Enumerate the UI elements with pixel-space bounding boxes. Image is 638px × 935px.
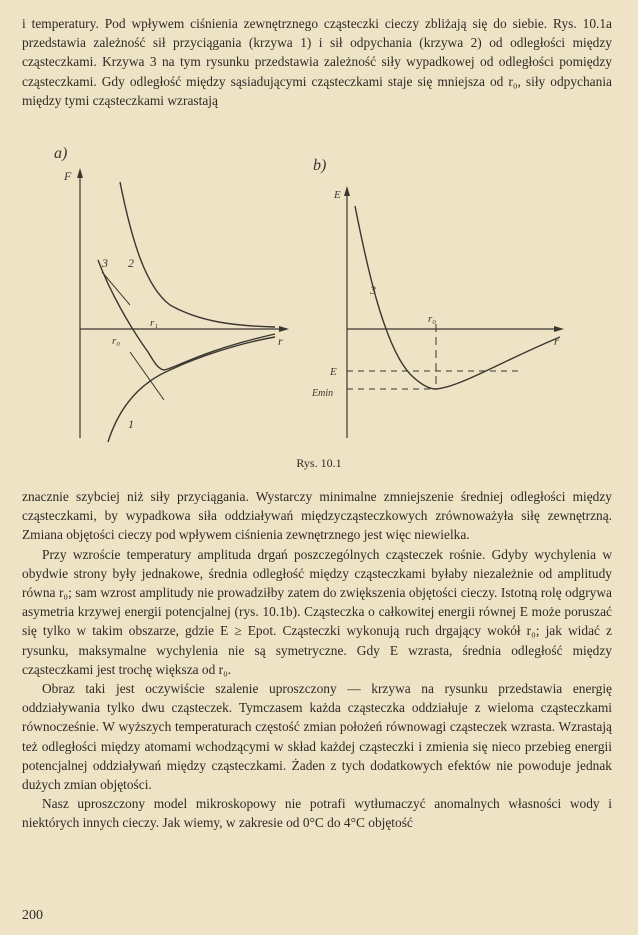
panel-b-label: b) bbox=[313, 157, 327, 174]
panel-a-curve-2 bbox=[120, 182, 275, 327]
paragraph-3: Obraz taki jest oczywiście szalenie uproszczony — krzywa na rysunku przedstawia energię oddziaływania tylko dwu cząsteczek. Tymczasem każda cząsteczka oddziałuje z wieloma cząsteczkami równocześnie. W wyższych temperaturach częstość zmian położeń równowagi cząsteczek wzrasta. Wzrastają też odległości między atomami wchodzącymi w skład każdej cząsteczki i zmienia się nieco przebieg energii potencjalnej oddziaływań między cząsteczkami. Żaden z tych dodatkowych efektów nie powoduje jednak dużych zmian objętości. bbox=[22, 681, 612, 793]
panel-b-x-arrow bbox=[554, 326, 564, 332]
panel-a-curve-2-label: 2 bbox=[128, 256, 134, 270]
panel-a-x-arrow bbox=[279, 326, 289, 332]
panel-b-e-label: E bbox=[330, 366, 337, 378]
panel-a-y-label: F bbox=[64, 169, 72, 183]
panel-a-curve-3-label: 3 bbox=[102, 256, 108, 270]
paragraph-1: znacznie szybciej niż siły przyciągania. Wystarczy minimalne zmniejszenie średniej odległości między cząsteczkami, by wypadkowa siła oddziaływań międzycząsteczkowych zrównoważyła siłę zewnętrzną. Zmiana objętości cieczy pod wpływem ciśnienia zewnętrznego jest więc niewielka. bbox=[22, 489, 612, 543]
panel-a-curve-1-label: 1 bbox=[128, 417, 134, 431]
panel-b-r0-label: r₀ bbox=[428, 313, 437, 325]
panel-a-r0-label: r₀ bbox=[112, 335, 121, 347]
body-text-block bbox=[22, 487, 612, 833]
figure-10-1 bbox=[50, 142, 590, 452]
paragraph-4: Nasz uproszczony model mikroskopowy nie potrafi wytłumaczyć anomalnych własności wody i niektórych innych cieczy. Jak wiemy, w zakresie od 0°C do 4°C objętość bbox=[22, 796, 612, 831]
figure-caption: Rys. 10.1 bbox=[296, 456, 342, 470]
panel-b-x-label: r bbox=[554, 334, 559, 348]
panel-a-y-arrow bbox=[77, 168, 83, 178]
panel-b-energy-curve bbox=[355, 206, 560, 389]
panel-a-r1-label: r₁ bbox=[150, 317, 159, 329]
top-text-block bbox=[22, 14, 612, 110]
panel-a-curve-3 bbox=[98, 260, 275, 370]
paragraph-2: Przy wzroście temperatury amplituda drgań poszczególnych cząsteczek rośnie. Gdyby wychylenia w obydwie strony były jednakowe, średnia odległość między cząsteczkami byłaby niezależnie od amplitudy równa r₀; sam wzrost amplitudy nie prowadziłby zatem do zwiększenia objętości cieczy. Istotną rolę odgrywa asymetria krzywej energii potencjalnej (rys. 10.1b). Cząsteczka o całkowitej energii równej E może poruszać się tylko w takim obszarze, gdzie E ≥ Epot. Cząsteczki wykonują ruch drgający wokół r₀; jak widać z rysunku, maksymalne wychylenia nie są symetryczne. Gdy E wzrasta, średnia odległość między cząsteczkami jest trochę większa od r₀. bbox=[22, 546, 612, 677]
panel-b-y-arrow bbox=[344, 186, 350, 196]
paragraph-top: i temperatury. Pod wpływem ciśnienia zewnętrznego cząsteczki cieczy zbliżają się do siebie. Rys. 10.1a przedstawia zależność sił przyciągania (krzywa 1) i sił odpychania (krzywa 2) od odległości między cząsteczkami. Krzywa 3 na tym rysunku przedstawia zależność siły wypadkowej od odległości pomiędzy cząsteczkami. Gdy odległość między sąsiadującymi cząsteczkami staje się mniejsza od r₀, siły odpychania między tymi cząsteczkami wzrastają bbox=[22, 16, 612, 108]
panel-b-curve-label: 3 bbox=[370, 283, 376, 297]
panel-b-emin-label: Emin bbox=[312, 388, 334, 399]
panel-b-y-label: E bbox=[334, 189, 341, 201]
page-number: 200 bbox=[22, 908, 43, 923]
panel-a-label: a) bbox=[54, 145, 68, 162]
figure-svg bbox=[50, 142, 590, 452]
panel-a-x-label: r bbox=[278, 334, 283, 348]
